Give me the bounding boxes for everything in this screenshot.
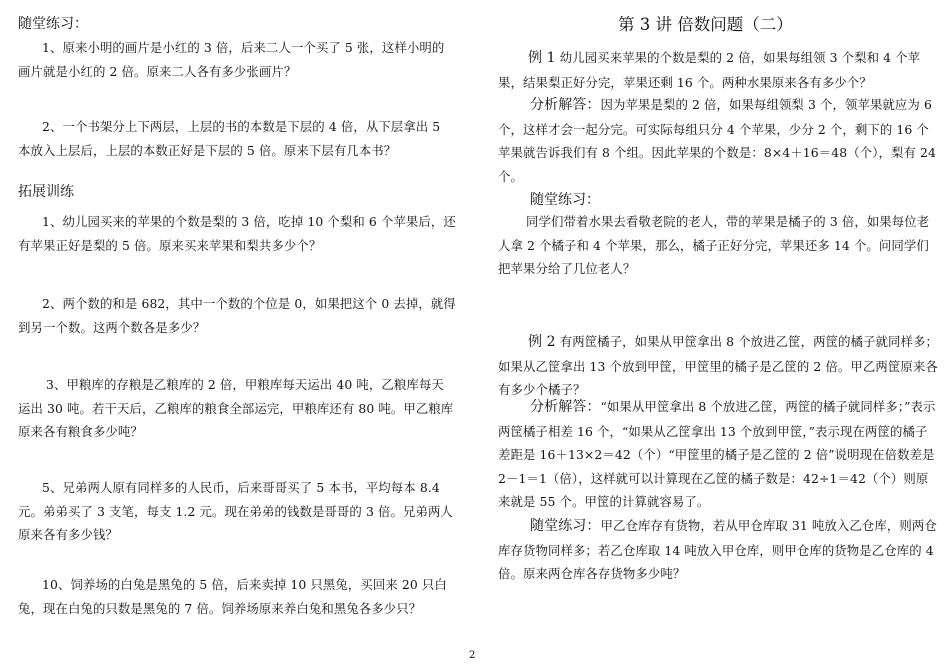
practice-2-text: 甲乙仓库存有货物，若从甲仓库取 31 吨放入乙仓库，则两仓库存货物同样多；若乙仓库取 14 吨放入甲仓库，则甲仓库的货物是乙仓库的 4 倍。原来两仓库各存货物多少吨？	[498, 518, 937, 581]
section-heading-practice: 随堂练习：	[18, 16, 88, 32]
example-2-text: 有两筐橘子，如果从甲筐拿出 8 个放进乙筐，两筐的橘子就同样多；如果从乙筐拿出 13 个放到甲筐，甲筐里的橘子是乙筐的 2 倍。甲乙两筐原来各有多少个橘子？	[498, 334, 938, 397]
practice-heading: 随堂练习：	[530, 192, 600, 208]
example-2-analysis-label: 分析解答：	[530, 399, 601, 415]
section-heading-extension: 拓展训练	[18, 184, 74, 200]
example-2-label: 例 2	[528, 334, 556, 350]
example-1-label: 例 1	[528, 50, 556, 66]
practice-2-label: 随堂练习：	[530, 518, 601, 534]
practice-question-1: 1、原来小明的画片是小红的 3 倍，后来二人一个买了 5 张，这样小明的画片就是小红的 2 倍。原来二人各有多少张画片？	[18, 40, 445, 79]
example-1-analysis-label: 分析解答：	[530, 97, 601, 113]
extension-question-10: 10、饲养场的白兔是黑兔的 5 倍，后来卖掉 10 只黑兔，买回来 20 只白兔，现在白兔的只数是黑兔的 7 倍。饲养场原来养白兔和黑兔各多少只？	[18, 577, 447, 616]
example-1-text: 幼儿园买来苹果的个数是梨的 2 倍，如果每组领 3 个梨和 4 个苹果，结果梨正好分完，苹果还剩 16 个。两种水果原来各有多少个？	[498, 50, 921, 90]
extension-question-5: 5、兄弟两人原有同样多的人民币，后来哥哥买了 5 本书，平均每本 8.4 元。弟弟买了 3 支笔，每支 1.2 元。现在弟弟的钱数是哥哥的 3 倍。兄弟两人原来各有多少钱？	[18, 480, 453, 542]
extension-question-3: 3、甲粮库的存粮是乙粮库的 2 倍，甲粮库每天运出 40 吨，乙粮库每天运出 30 吨。若干天后，乙粮库的粮食全部运完，甲粮库还有 80 吨。甲乙粮库原来各有粮食多少吨？	[18, 377, 454, 439]
example-2-analysis-text: “如果从甲筐拿出 8 个放进乙筐，两筐的橘子就同样多；”表示两筐橘子相差 16 个，“如果从乙筐拿出 13 个放到甲筐，”表示现在两筐的橘子差距是 16＋13×2＝42（个）“甲筐里的橘子是乙筐的 2 倍”说明现在倍数差是 2－1＝1（倍），这样就可以计算现在乙筐的橘子数是：42÷1＝42（个）则原来就是 55 个。甲筐的计算就容易了。	[498, 399, 936, 509]
example-2-analysis	[498, 395, 938, 514]
extension-question-2: 2、两个数的和是 682，其中一个数的个位是 0，如果把这个 0 去掉，就得到另一个数。这两个数各是多少？	[18, 296, 456, 335]
example-1-analysis	[498, 93, 938, 188]
practice-2	[498, 514, 938, 586]
example-1-analysis-text: 因为苹果是梨的 2 倍，如果每组领梨 3 个，领苹果就应为 6 个，这样才会一起分完。可实际每组只分 4 个苹果，少分 2 个，剩下的 16 个苹果就告诉我们有 8 个组。因此苹果的个数是：8×4＋16＝48（个），梨有 24 个。	[498, 97, 936, 184]
page-number: 2	[469, 650, 476, 661]
extension-question-1: 1、幼儿园买来的苹果的个数是梨的 3 倍，吃掉 10 个梨和 6 个苹果后，还有苹果正好是梨的 5 倍。原来买来苹果和梨共多少个？	[18, 214, 456, 253]
lesson-title: 第 3 讲 倍数问题（二）	[618, 15, 793, 34]
example-1	[498, 46, 938, 94]
practice-text-1: 同学们带着水果去看敬老院的老人，带的苹果是橘子的 3 倍，如果每位老人拿 2 个橘子和 4 个苹果，那么，橘子正好分完，苹果还多 14 个。问同学们把苹果分给了几位老人？	[498, 214, 930, 276]
practice-question-2: 2、一个书架分上下两层，上层的书的本数是下层的 4 倍，从下层拿出 5 本放入上层后，上层的本数正好是下层的 5 倍。原来下层有几本书？	[18, 119, 441, 158]
example-2	[498, 330, 938, 402]
